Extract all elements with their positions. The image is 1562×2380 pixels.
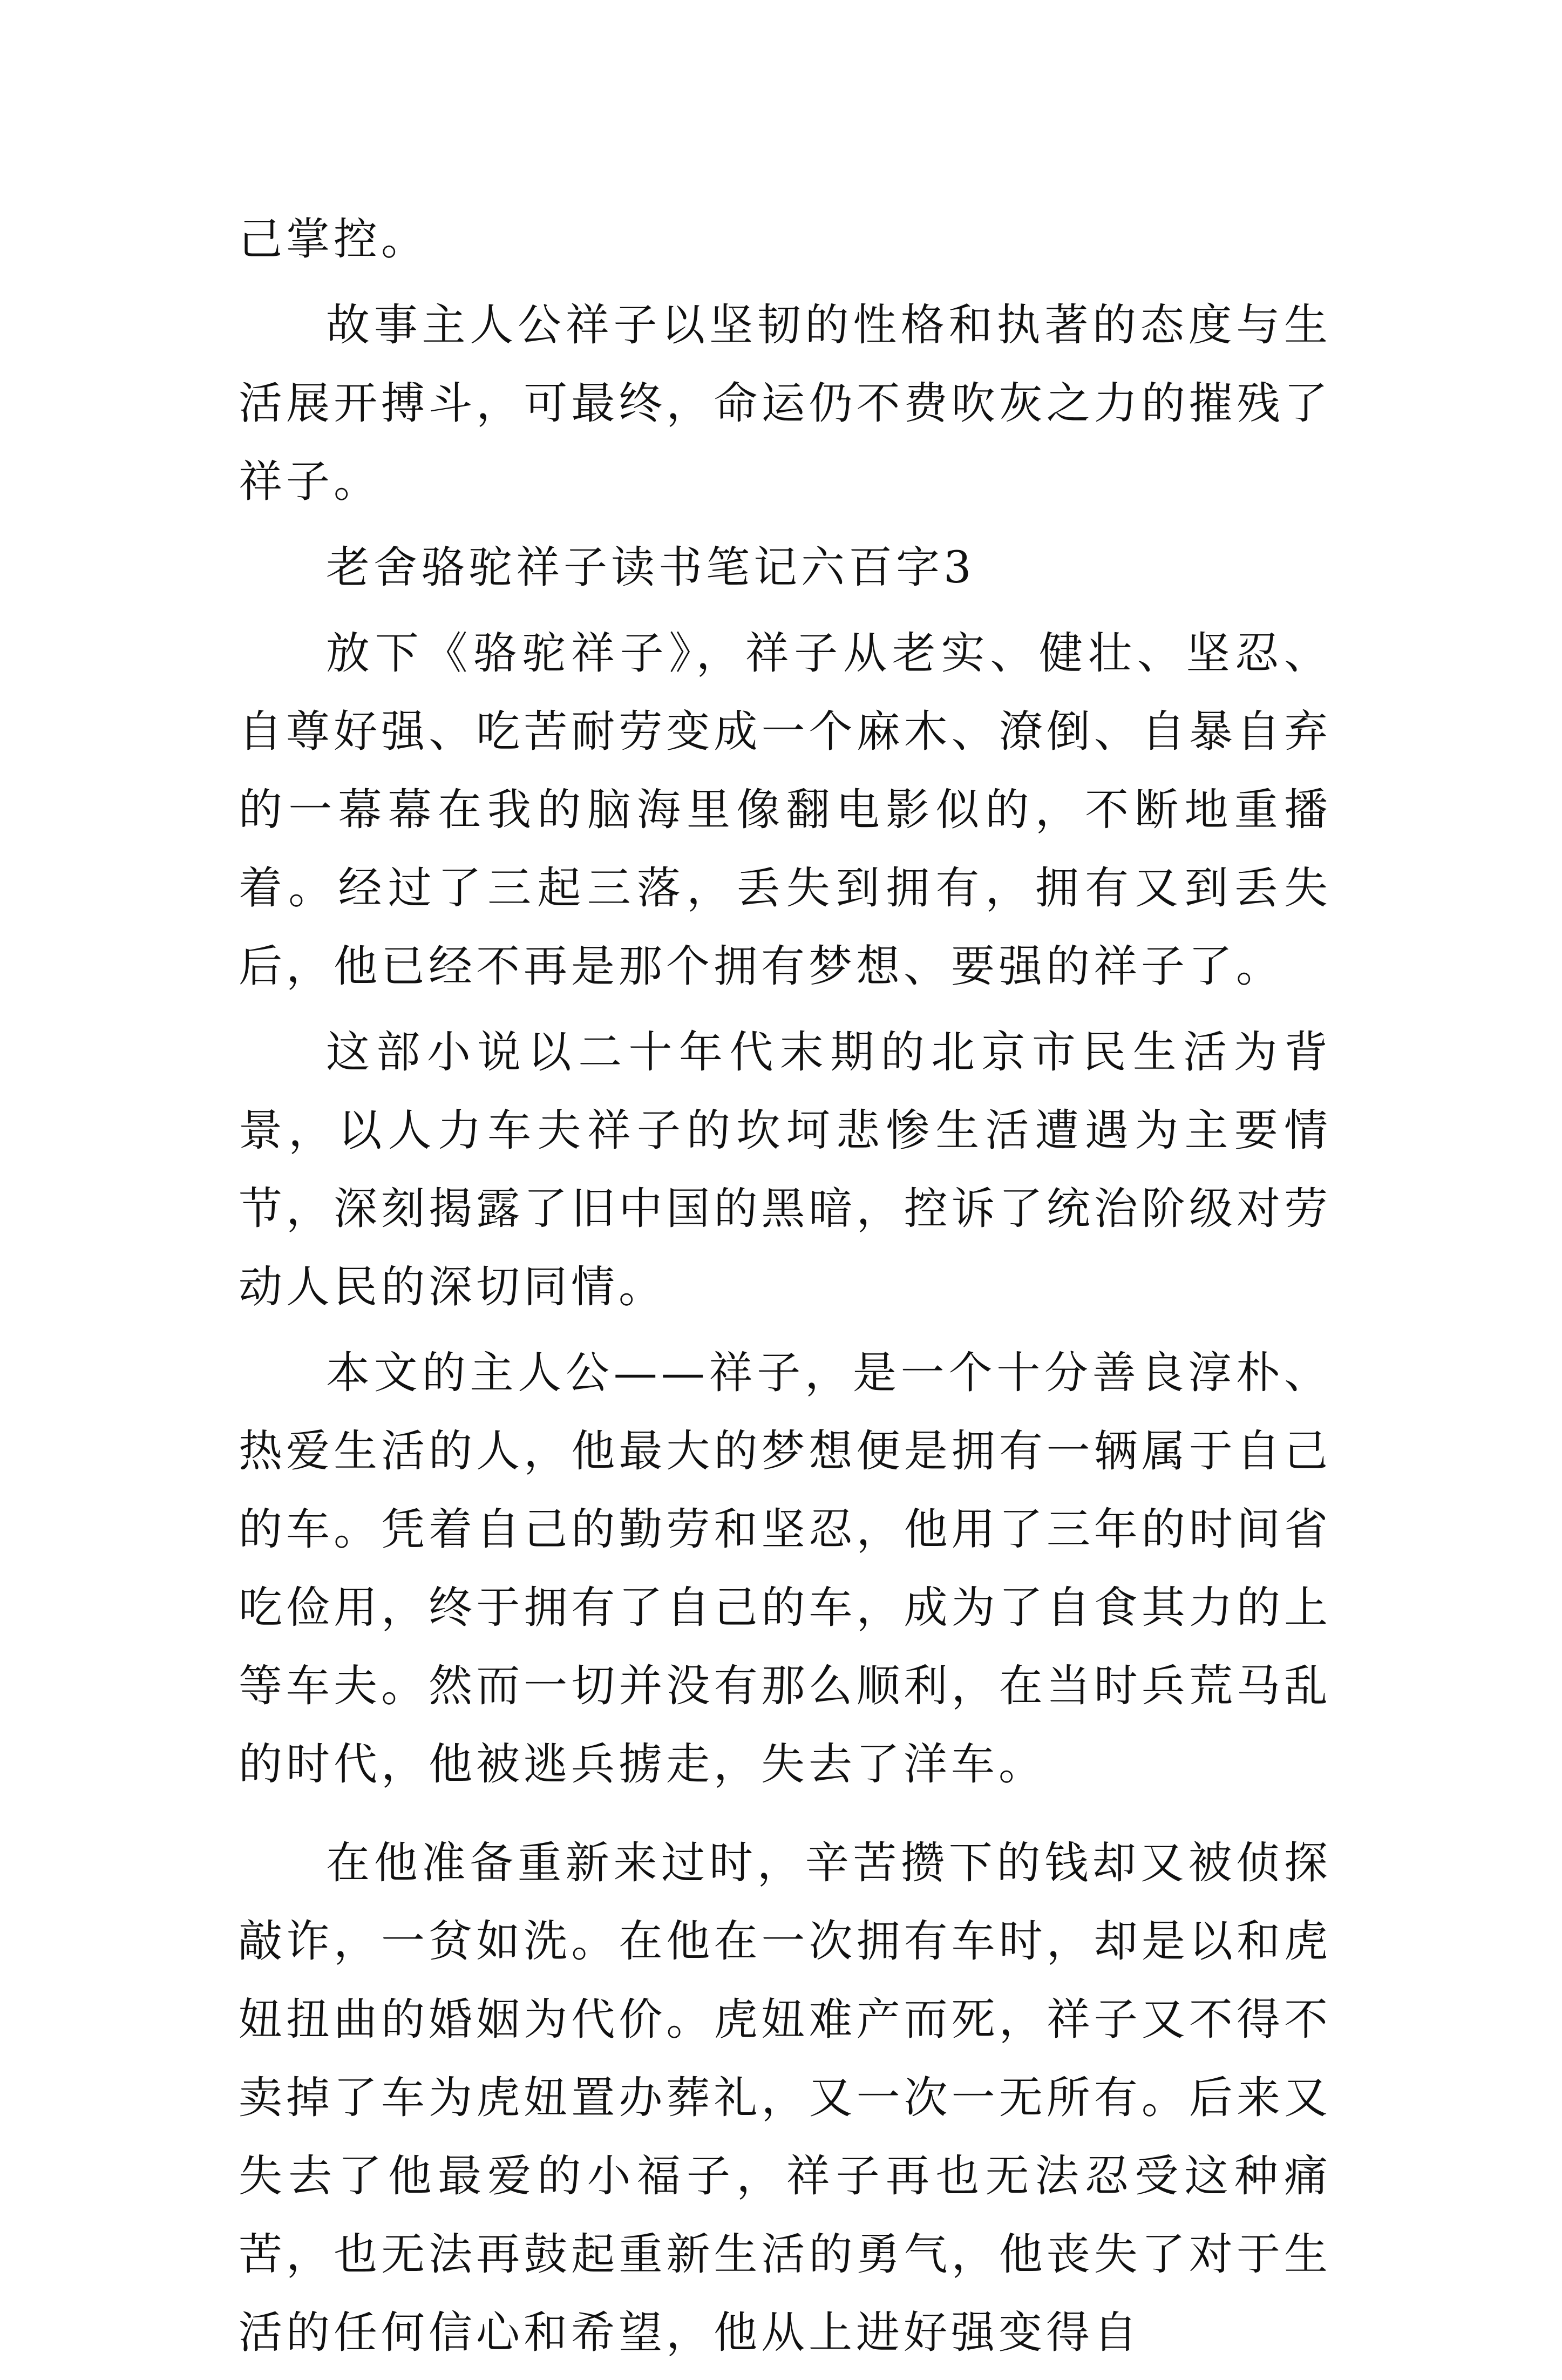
paragraph-after-reading: 放下《骆驼祥子》，祥子从老实、健壮、坚忍、自尊好强、吃苦耐劳变成一个麻木、潦倒、自暴自弃的一幕幕在我的脑海里像翻电影似的，不断地重播着。经过了三起三落，丢失到拥有，拥有又到丢失后，他已经不再是那个拥有梦想、要强的祥子了。 [239, 628, 1332, 992]
document-body [239, 201, 1332, 2380]
paragraph-continuation: 己掌控。 [239, 214, 429, 265]
paragraph-novel-background: 这部小说以二十年代末期的北京市民生活为背景，以人力车夫祥子的坎坷悲惨生活遭遇为主要情节，深刻揭露了旧中国的黑暗，控诉了统治阶级对劳动人民的深切同情。 [239, 1027, 1332, 1313]
section-heading-notes-3: 老舍骆驼祥子读书笔记六百字3 [326, 543, 975, 593]
paragraph-xiangzi-struggle: 故事主人公祥子以坚韧的性格和执著的态度与生活展开搏斗，可最终，命运仍不费吹灰之力的摧残了祥子。 [239, 300, 1332, 507]
paragraph-protagonist: 本文的主人公——祥子，是一个十分善良淳朴、热爱生活的人，他最大的梦想便是拥有一辆属于自己的车。凭着自己的勤劳和坚忍，他用了三年的时间省吃俭用，终于拥有了自己的车，成为了自食其力的上等车夫。然而一切并没有那么顺利，在当时兵荒马乱的时代，他被逃兵掳走，失去了洋车。 [239, 1348, 1332, 1790]
paragraph-misfortunes: 在他准备重新来过时，辛苦攒下的钱却又被侦探敲诈，一贫如洗。在他在一次拥有车时，却是以和虎妞扭曲的婚姻为代价。虎妞难产而死，祥子又不得不卖掉了车为虎妞置办葬礼，又一次一无所有。后来又失去了他最爱的小福子，祥子再也无法忍受这种痛苦，也无法再鼓起重新生活的勇气，他丧失了对于生活的任何信心和希望，他从上进好强变得自 [239, 1838, 1332, 2358]
